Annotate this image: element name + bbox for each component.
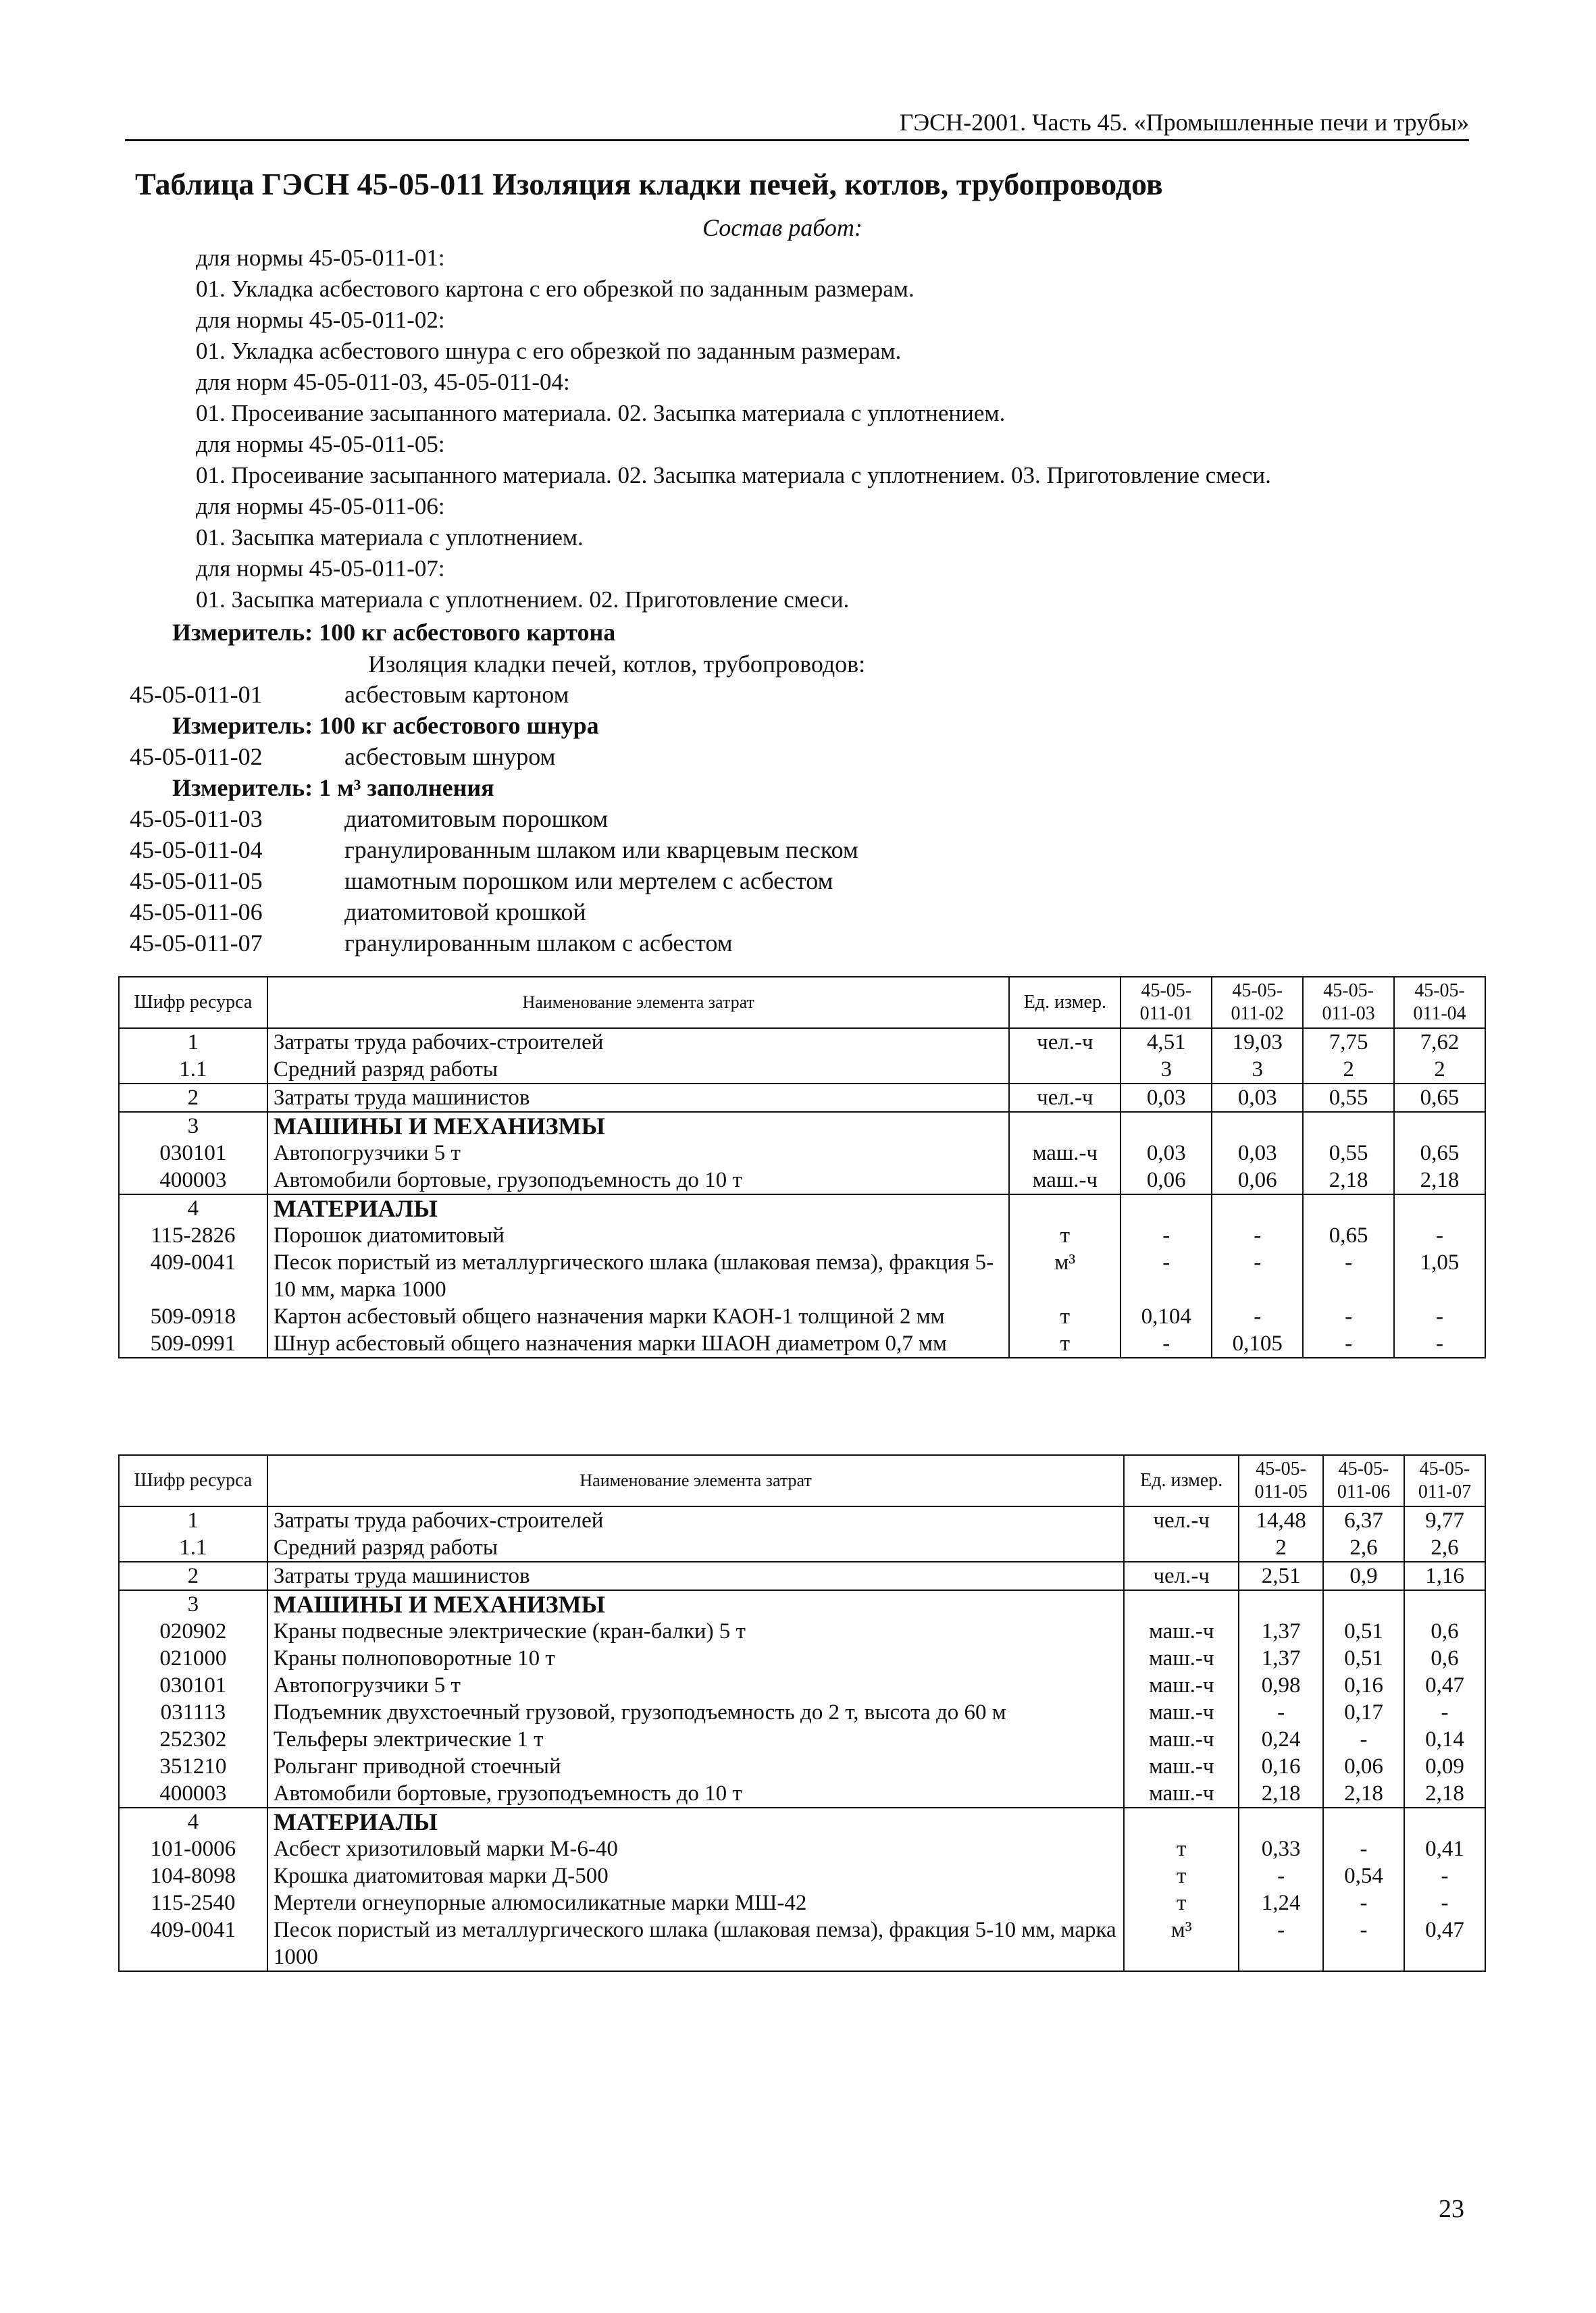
table-row (119, 1835, 1485, 1862)
header-unit: Ед. измер. (1009, 977, 1121, 1028)
unit-cell: маш.-ч (1124, 1753, 1239, 1780)
unit-cell: чел.-ч (1009, 1084, 1121, 1112)
table-row (119, 1889, 1485, 1916)
work-line: для нормы 45-05-011-05: (196, 431, 445, 457)
norm-value-cell: 19,03 (1212, 1028, 1303, 1056)
norm-value-cell: 0,47 (1404, 1916, 1485, 1971)
norm-value-cell: - (1404, 1699, 1485, 1726)
unit-cell: чел.-ч (1124, 1506, 1239, 1534)
norm-value-cell: 2,51 (1239, 1562, 1323, 1590)
work-line: 01. Укладка асбестового шнура с его обрезкой по заданным размерам. (196, 338, 902, 364)
unit-cell: т (1009, 1222, 1121, 1249)
resource-code-cell: 409-0041 (119, 1916, 267, 1971)
norm-code: 45-05-011-05 (130, 867, 263, 894)
norm-value-cell: 2,18 (1323, 1780, 1404, 1808)
unit-cell: т (1124, 1835, 1239, 1862)
resource-code-cell: 020902 (119, 1618, 267, 1645)
norm-row (130, 896, 586, 927)
norm-value-cell: 2 (1239, 1534, 1323, 1562)
table-row (119, 1249, 1485, 1303)
norm-code: 45-05-011-06 (130, 898, 263, 925)
table-row (119, 1167, 1485, 1194)
norm-text: гранулированным шлаком или кварцевым песком (344, 836, 858, 863)
norm-text: диатомитовой крошкой (344, 898, 586, 925)
norm-value-cell (1404, 1808, 1485, 1835)
norm-value-cell: 0,6 (1404, 1618, 1485, 1645)
norm-value-cell: - (1303, 1330, 1394, 1358)
resource-code-cell: 1.1 (119, 1534, 267, 1562)
resource-code-cell: 1 (119, 1028, 267, 1056)
header-norm: 45-05-011-05 (1239, 1455, 1323, 1506)
unit-cell (1009, 1056, 1121, 1084)
header-code: Шифр ресурса (119, 977, 267, 1028)
norm-value-cell: - (1239, 1916, 1323, 1971)
table-row (119, 1753, 1485, 1780)
cost-element-cell: Асбест хризотиловый марки М-6-40 (267, 1835, 1124, 1862)
norm-value-cell: 4,51 (1121, 1028, 1212, 1056)
work-line: 01. Просеивание засыпанного материала. 02. Засыпка материала с уплотнением. 03. Приготовление смеси. (196, 462, 1271, 488)
norm-value-cell: 0,03 (1121, 1140, 1212, 1167)
norm-value-cell: 0,03 (1121, 1084, 1212, 1112)
norm-value-cell: 0,65 (1303, 1222, 1394, 1249)
norm-code: 45-05-011-03 (130, 805, 263, 832)
norm-value-cell: 0,06 (1121, 1167, 1212, 1194)
norm-value-cell: 3 (1212, 1056, 1303, 1084)
norm-value-cell: 0,51 (1323, 1645, 1404, 1672)
norm-value-cell: - (1404, 1862, 1485, 1889)
norm-value-cell: 0,105 (1212, 1330, 1303, 1358)
norm-row (130, 865, 833, 896)
unit-cell: м³ (1124, 1916, 1239, 1971)
cost-element-cell: Песок пористый из металлургического шлака (шлаковая пемза), фракция 5-10 мм, марка 1000 (267, 1916, 1124, 1971)
table-row (119, 1506, 1485, 1534)
resource-code-cell: 3 (119, 1590, 267, 1618)
resource-code-cell: 509-0991 (119, 1330, 267, 1358)
page-number: 23 (1439, 2195, 1464, 2223)
table-row (119, 1862, 1485, 1889)
header-norm: 45-05-011-04 (1394, 977, 1485, 1028)
table-2-body (119, 1506, 1485, 1971)
norm-value-cell: 0,09 (1404, 1753, 1485, 1780)
cost-element-cell: Рольганг приводной стоечный (267, 1753, 1124, 1780)
resource-code-cell: 104-8098 (119, 1862, 267, 1889)
norm-value-cell: - (1323, 1835, 1404, 1862)
header-norm: 45-05-011-06 (1323, 1455, 1404, 1506)
cost-element-cell: Подъемник двухстоечный грузовой, грузоподъемность до 2 т, высота до 60 м (267, 1699, 1124, 1726)
resource-code-cell: 3 (119, 1112, 267, 1140)
unit-cell: маш.-ч (1124, 1699, 1239, 1726)
unit-cell: чел.-ч (1009, 1028, 1121, 1056)
resource-table-1 (118, 976, 1486, 1358)
cost-element-cell: Краны подвесные электрические (кран-балки) 5 т (267, 1618, 1124, 1645)
norm-value-cell: 0,03 (1212, 1084, 1303, 1112)
unit-cell: маш.-ч (1124, 1645, 1239, 1672)
cost-element-cell: Автомобили бортовые, грузоподъемность до 10 т (267, 1167, 1010, 1194)
norm-value-cell: 0,41 (1404, 1835, 1485, 1862)
header-norm: 45-05-011-01 (1121, 977, 1212, 1028)
norm-value-cell: 2,18 (1394, 1167, 1485, 1194)
norm-code: 45-05-011-04 (130, 836, 263, 863)
table-row (119, 1808, 1485, 1835)
resource-code-cell: 351210 (119, 1753, 267, 1780)
resource-code-cell: 115-2826 (119, 1222, 267, 1249)
norm-text: диатомитовым порошком (344, 805, 609, 832)
table-row (119, 1726, 1485, 1753)
unit-cell: маш.-ч (1124, 1726, 1239, 1753)
unit-cell: т (1124, 1889, 1239, 1916)
norm-code: 45-05-011-01 (130, 681, 263, 708)
table-row (119, 1303, 1485, 1330)
norm-value-cell: 0,03 (1212, 1140, 1303, 1167)
norm-value-cell: - (1394, 1303, 1485, 1330)
table-row (119, 1534, 1485, 1562)
norm-value-cell (1303, 1112, 1394, 1140)
work-composition-list (196, 243, 1479, 615)
norm-value-cell: 0,06 (1323, 1753, 1404, 1780)
resource-code-cell: 400003 (119, 1167, 267, 1194)
resource-code-cell: 2 (119, 1562, 267, 1590)
norm-value-cell (1404, 1590, 1485, 1618)
norm-value-cell: 2 (1303, 1056, 1394, 1084)
cost-element-cell: Порошок диатомитовый (267, 1222, 1010, 1249)
norm-value-cell: - (1212, 1249, 1303, 1303)
cost-element-cell: Краны полноповоротные 10 т (267, 1645, 1124, 1672)
norm-value-cell: 1,37 (1239, 1618, 1323, 1645)
norm-group-title: Изоляция кладки печей, котлов, трубопроводов: (368, 651, 866, 678)
cost-element-cell: Автопогрузчики 5 т (267, 1140, 1010, 1167)
cost-element-cell: Тельферы электрические 1 т (267, 1726, 1124, 1753)
unit-cell (1124, 1590, 1239, 1618)
norm-value-cell: - (1394, 1222, 1485, 1249)
norm-value-cell: 2,6 (1323, 1534, 1404, 1562)
table-row (119, 1699, 1485, 1726)
resource-code-cell: 031113 (119, 1699, 267, 1726)
norm-value-cell: 0,6 (1404, 1645, 1485, 1672)
norm-row (130, 927, 733, 959)
norm-value-cell: 0,9 (1323, 1562, 1404, 1590)
table-row (119, 1645, 1485, 1672)
norm-value-cell: - (1323, 1916, 1404, 1971)
work-line: для нормы 45-05-011-01: (196, 245, 445, 271)
table-row (119, 1330, 1485, 1358)
resource-code-cell: 509-0918 (119, 1303, 267, 1330)
header-unit: Ед. измер. (1124, 1455, 1239, 1506)
cost-element-cell: МАТЕРИАЛЫ (267, 1194, 1010, 1222)
norm-text: асбестовым картоном (344, 681, 569, 708)
norm-value-cell: 0,65 (1394, 1084, 1485, 1112)
norm-value-cell: - (1239, 1862, 1323, 1889)
norm-value-cell: 0,104 (1121, 1303, 1212, 1330)
cost-element-cell: Затраты труда машинистов (267, 1084, 1010, 1112)
cost-element-cell: Крошка диатомитовая марки Д-500 (267, 1862, 1124, 1889)
norm-row (130, 803, 608, 834)
unit-cell: маш.-ч (1124, 1672, 1239, 1699)
table-1-body (119, 1028, 1485, 1358)
norm-value-cell: 2 (1394, 1056, 1485, 1084)
norm-value-cell: - (1212, 1303, 1303, 1330)
work-line: 01. Укладка асбестового картона с его обрезкой по заданным размерам. (196, 276, 915, 302)
header-norm: 45-05-011-07 (1404, 1455, 1485, 1506)
cost-element-cell: МАШИНЫ И МЕХАНИЗМЫ (267, 1590, 1124, 1618)
norm-value-cell: - (1394, 1330, 1485, 1358)
resource-code-cell: 115-2540 (119, 1889, 267, 1916)
table-title: Таблица ГЭСН 45-05-011 Изоляция кладки печей, котлов, трубопроводов (135, 167, 1163, 201)
norm-value-cell: 0,55 (1303, 1140, 1394, 1167)
norm-value-cell: 0,47 (1404, 1672, 1485, 1699)
meter-cord: Измеритель: 100 кг асбестового шнура (172, 712, 599, 739)
norm-value-cell: 1,16 (1404, 1562, 1485, 1590)
norm-value-cell: 6,37 (1323, 1506, 1404, 1534)
norm-row (130, 834, 858, 865)
norm-value-cell (1212, 1194, 1303, 1222)
norm-row (130, 679, 569, 710)
norm-value-cell: 0,33 (1239, 1835, 1323, 1862)
resource-code-cell: 400003 (119, 1780, 267, 1808)
unit-cell: т (1124, 1862, 1239, 1889)
resource-code-cell: 2 (119, 1084, 267, 1112)
unit-cell: чел.-ч (1124, 1562, 1239, 1590)
norm-value-cell: 0,16 (1323, 1672, 1404, 1699)
norm-value-cell: 2,18 (1239, 1780, 1323, 1808)
cost-element-cell: Затраты труда рабочих-строителей (267, 1028, 1010, 1056)
work-line: для нормы 45-05-011-02: (196, 307, 445, 333)
resource-code-cell: 021000 (119, 1645, 267, 1672)
norm-value-cell: 1,24 (1239, 1889, 1323, 1916)
work-composition-heading: Состав работ: (702, 214, 863, 241)
table-row (119, 1140, 1485, 1167)
cost-element-cell: Шнур асбестовый общего назначения марки ШАОН диаметром 0,7 мм (267, 1330, 1010, 1358)
norm-value-cell (1212, 1112, 1303, 1140)
resource-code-cell: 4 (119, 1808, 267, 1835)
unit-cell (1009, 1194, 1121, 1222)
cost-element-cell: Средний разряд работы (267, 1534, 1124, 1562)
unit-cell (1124, 1808, 1239, 1835)
norm-value-cell: 0,14 (1404, 1726, 1485, 1753)
norm-value-cell: 0,17 (1323, 1699, 1404, 1726)
norm-text: шамотным порошком или мертелем с асбестом (344, 867, 833, 894)
norm-text: асбестовым шнуром (344, 743, 556, 770)
table-row (119, 1562, 1485, 1590)
table-row (119, 1618, 1485, 1645)
header-norm: 45-05-011-02 (1212, 977, 1303, 1028)
resource-code-cell: 4 (119, 1194, 267, 1222)
cost-element-cell: МАТЕРИАЛЫ (267, 1808, 1124, 1835)
resource-code-cell: 030101 (119, 1672, 267, 1699)
norm-value-cell: 0,16 (1239, 1753, 1323, 1780)
table-row (119, 1112, 1485, 1140)
table-row (119, 1222, 1485, 1249)
norm-value-cell: 7,75 (1303, 1028, 1394, 1056)
cost-element-cell: Средний разряд работы (267, 1056, 1010, 1084)
unit-cell: маш.-ч (1124, 1780, 1239, 1808)
table-row (119, 1916, 1485, 1971)
header-name: Наименование элемента затрат (267, 1455, 1124, 1506)
unit-cell: маш.-ч (1124, 1618, 1239, 1645)
resource-code-cell: 101-0006 (119, 1835, 267, 1862)
norm-value-cell (1394, 1194, 1485, 1222)
work-line: для нормы 45-05-011-06: (196, 493, 445, 519)
norm-value-cell: 14,48 (1239, 1506, 1323, 1534)
norm-value-cell (1303, 1194, 1394, 1222)
work-line: 01. Засыпка материала с уплотнением. 02. Приготовление смеси. (196, 586, 850, 613)
norm-value-cell: 0,24 (1239, 1726, 1323, 1753)
norm-value-cell: 2,6 (1404, 1534, 1485, 1562)
header-code: Шифр ресурса (119, 1455, 267, 1506)
norm-value-cell: 0,98 (1239, 1672, 1323, 1699)
meter-fill: Измеритель: 1 м³ заполнения (172, 774, 494, 801)
norm-value-cell (1239, 1590, 1323, 1618)
unit-cell: маш.-ч (1009, 1167, 1121, 1194)
norm-value-cell: 2,18 (1404, 1780, 1485, 1808)
norm-value-cell: 0,55 (1303, 1084, 1394, 1112)
resource-code-cell: 409-0041 (119, 1249, 267, 1303)
work-line: для норм 45-05-011-03, 45-05-011-04: (196, 369, 570, 395)
norm-value-cell: 1,37 (1239, 1645, 1323, 1672)
norm-row (130, 741, 555, 772)
norm-value-cell (1121, 1112, 1212, 1140)
unit-cell: т (1009, 1303, 1121, 1330)
norm-value-cell: - (1323, 1889, 1404, 1916)
norm-value-cell: - (1239, 1699, 1323, 1726)
norm-value-cell: 9,77 (1404, 1506, 1485, 1534)
unit-cell: т (1009, 1330, 1121, 1358)
resource-code-cell: 030101 (119, 1140, 267, 1167)
resource-code-cell: 1.1 (119, 1056, 267, 1084)
running-header: ГЭСН-2001. Часть 45. «Промышленные печи и трубы» (125, 108, 1469, 141)
unit-cell (1009, 1112, 1121, 1140)
resource-code-cell: 1 (119, 1506, 267, 1534)
table-row (119, 1028, 1485, 1056)
norm-value-cell: - (1303, 1303, 1394, 1330)
norm-value-cell: - (1121, 1249, 1212, 1303)
table-row (119, 1194, 1485, 1222)
norm-text: гранулированным шлаком с асбестом (344, 930, 733, 957)
norm-value-cell: - (1212, 1222, 1303, 1249)
cost-element-cell: Мертели огнеупорные алюмосиликатные марки МШ-42 (267, 1889, 1124, 1916)
norm-value-cell: 1,05 (1394, 1249, 1485, 1303)
cost-element-cell: Затраты труда машинистов (267, 1562, 1124, 1590)
norm-value-cell: 0,54 (1323, 1862, 1404, 1889)
table-row (119, 1056, 1485, 1084)
norm-value-cell (1323, 1590, 1404, 1618)
table-row (119, 1672, 1485, 1699)
norm-value-cell: 7,62 (1394, 1028, 1485, 1056)
norm-code: 45-05-011-07 (130, 930, 263, 957)
work-line: для нормы 45-05-011-07: (196, 555, 445, 582)
unit-cell: маш.-ч (1009, 1140, 1121, 1167)
norm-value-cell: 3 (1121, 1056, 1212, 1084)
norm-value-cell (1239, 1808, 1323, 1835)
cost-element-cell: Затраты труда рабочих-строителей (267, 1506, 1124, 1534)
work-line: 01. Просеивание засыпанного материала. 02. Засыпка материала с уплотнением. (196, 400, 1006, 426)
norm-code: 45-05-011-02 (130, 743, 263, 770)
norm-value-cell: - (1404, 1889, 1485, 1916)
norm-value-cell (1323, 1808, 1404, 1835)
table-row (119, 1590, 1485, 1618)
unit-cell: м³ (1009, 1249, 1121, 1303)
work-line: 01. Засыпка материала с уплотнением. (196, 524, 584, 551)
cost-element-cell: Автопогрузчики 5 т (267, 1672, 1124, 1699)
norm-value-cell: - (1121, 1330, 1212, 1358)
norm-value-cell: - (1303, 1249, 1394, 1303)
resource-code-cell: 252302 (119, 1726, 267, 1753)
norm-value-cell: 0,06 (1212, 1167, 1303, 1194)
unit-cell (1124, 1534, 1239, 1562)
header-name: Наименование элемента затрат (267, 977, 1010, 1028)
cost-element-cell: Песок пористый из металлургического шлака (шлаковая пемза), фракция 5-10 мм, марка 1000 (267, 1249, 1010, 1303)
norm-value-cell (1394, 1112, 1485, 1140)
norm-value-cell: 0,65 (1394, 1140, 1485, 1167)
cost-element-cell: МАШИНЫ И МЕХАНИЗМЫ (267, 1112, 1010, 1140)
norm-value-cell (1121, 1194, 1212, 1222)
cost-element-cell: Автомобили бортовые, грузоподъемность до 10 т (267, 1780, 1124, 1808)
cost-element-cell: Картон асбестовый общего назначения марки КАОН-1 толщиной 2 мм (267, 1303, 1010, 1330)
header-norm: 45-05-011-03 (1303, 977, 1394, 1028)
table-row (119, 1084, 1485, 1112)
norm-value-cell: - (1323, 1726, 1404, 1753)
resource-table-2 (118, 1454, 1486, 1972)
table-row (119, 1780, 1485, 1808)
norm-value-cell: 2,18 (1303, 1167, 1394, 1194)
meter-cardboard: Измеритель: 100 кг асбестового картона (172, 619, 616, 646)
norm-value-cell: - (1121, 1222, 1212, 1249)
norm-value-cell: 0,51 (1323, 1618, 1404, 1645)
